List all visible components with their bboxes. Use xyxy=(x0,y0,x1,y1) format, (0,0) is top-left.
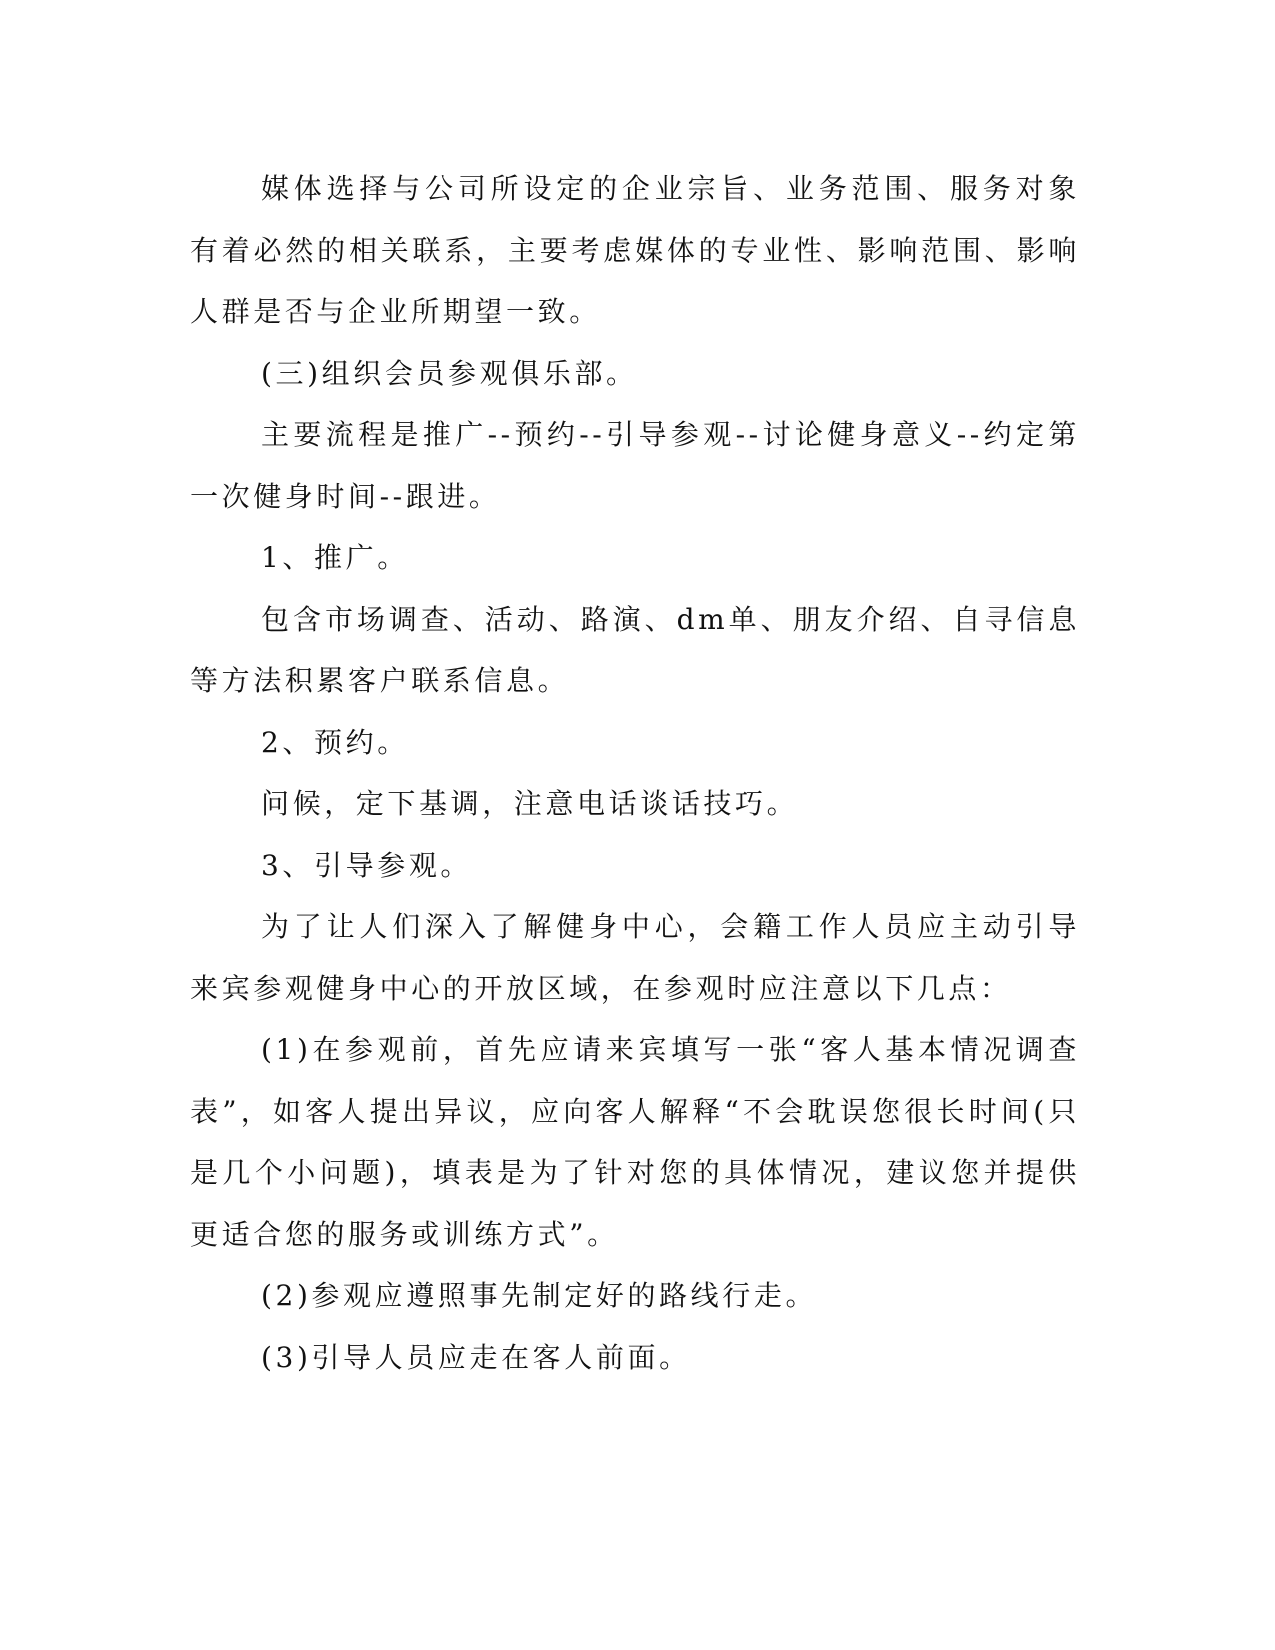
document-body xyxy=(190,158,1080,1388)
paragraph-media-selection: 媒体选择与公司所设定的企业宗旨、业务范围、服务对象有着必然的相关联系，主要考虑媒体的专业性、影响范围、影响人群是否与企业所期望一致。 xyxy=(190,172,1080,328)
paragraph-main-process: 主要流程是推广--预约--引导参观--讨论健身意义--约定第一次健身时间--跟进。 xyxy=(190,418,1080,513)
heading-appointment: 2、预约。 xyxy=(261,725,409,759)
list-item-tour-point-3: (3)引导人员应走在客人前面。 xyxy=(261,1340,691,1374)
list-item-tour-point-1: (1)在参观前，首先应请来宾填写一张“客人基本情况调查表”，如客人提出异议，应向客人解释“不会耽误您很长时间(只是几个小问题)，填表是为了针对您的具体情况，建议您并提供更适合您的服务或训练方式”。 xyxy=(190,1033,1080,1251)
paragraph-appointment-tips: 问候，定下基调，注意电话谈话技巧。 xyxy=(261,787,799,820)
heading-promotion: 1、推广。 xyxy=(261,541,409,574)
list-item-tour-point-2: (2)参观应遵照事先制定好的路线行走。 xyxy=(261,1279,818,1312)
heading-guided-tour: 3、引导参观。 xyxy=(261,848,473,882)
heading-organize-member-tour: (三)组织会员参观俱乐部。 xyxy=(261,356,638,390)
paragraph-promotion-methods: 包含市场调查、活动、路演、dm单、朋友介绍、自寻信息等方法积累客户联系信息。 xyxy=(190,602,1080,697)
paragraph-guided-tour-intro: 为了让人们深入了解健身中心，会籍工作人员应主动引导来宾参观健身中心的开放区域，在参观时应注意以下几点： xyxy=(190,910,1080,1005)
